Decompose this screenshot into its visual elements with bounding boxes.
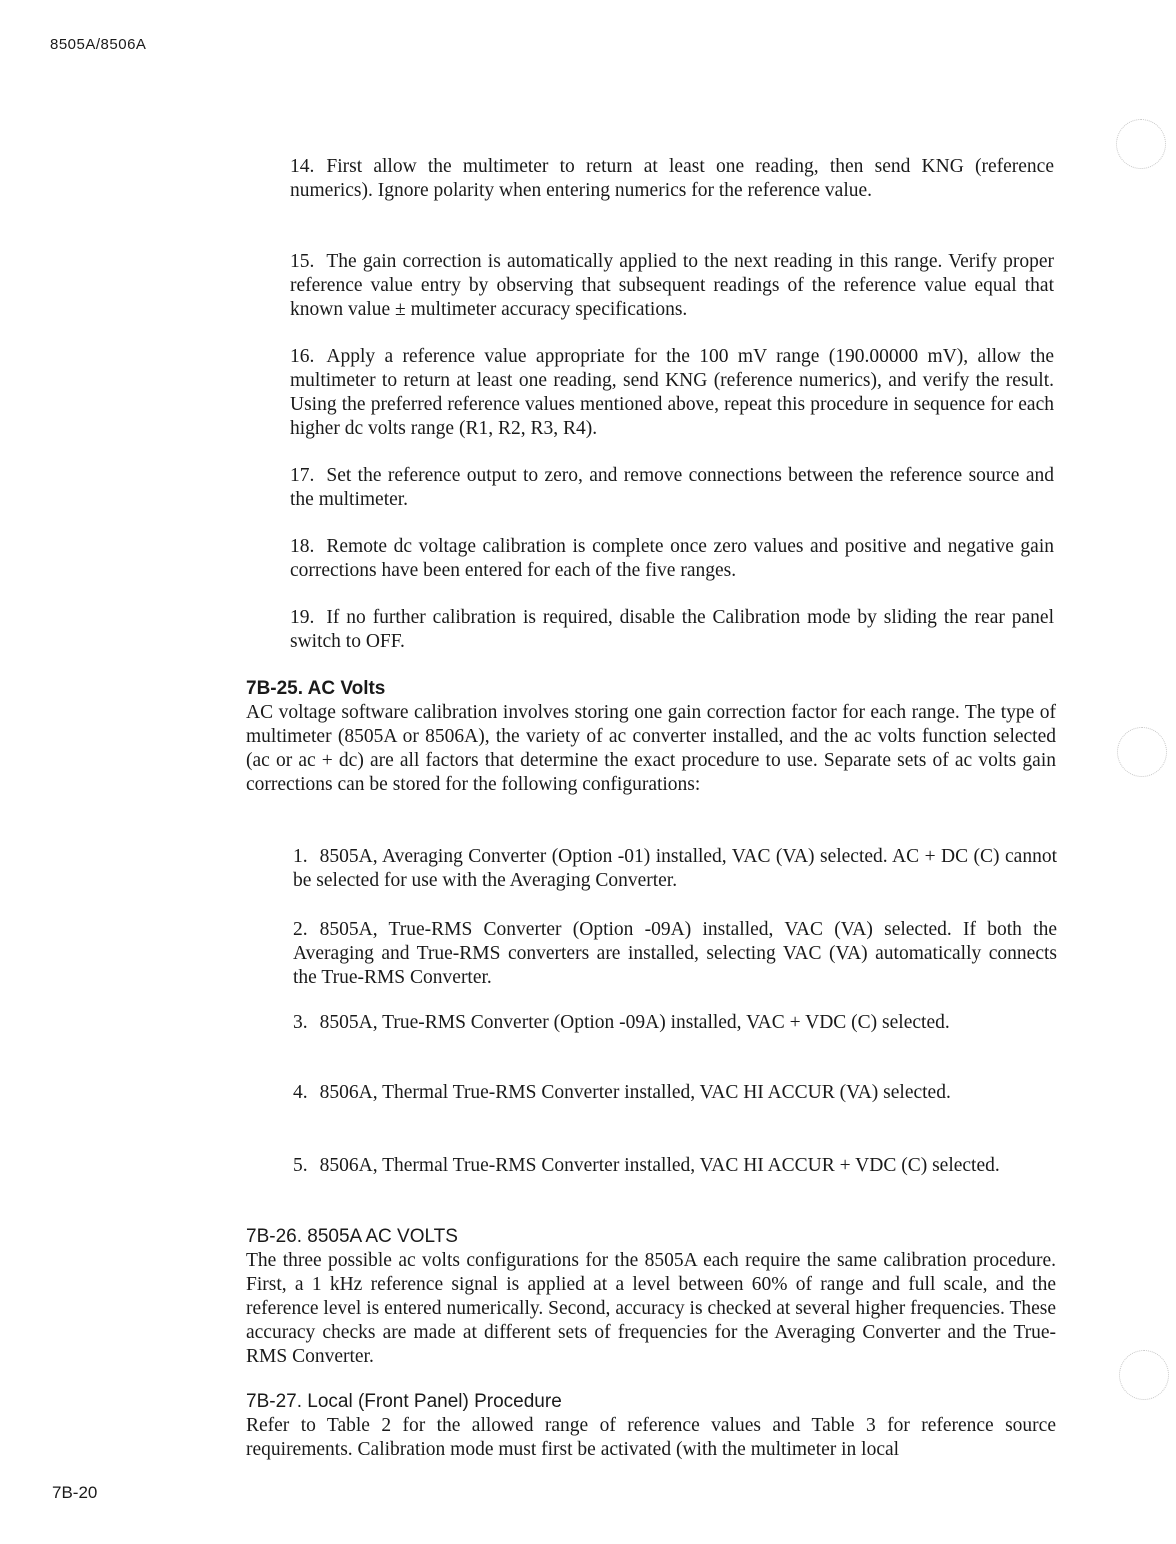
step-number: 14. <box>290 156 315 177</box>
configuration-number: 3. <box>293 1012 308 1033</box>
step-16 <box>290 345 1054 441</box>
step-18 <box>290 535 1054 583</box>
configuration-text: 8505A, True-RMS Converter (Option -09A) installed, VAC (VA) selected. If both the Averaging and True-RMS converters are installed, selecting VAC (VA) automatically connects the True-RMS Converter. <box>293 919 1057 988</box>
configuration-text: 8505A, True-RMS Converter (Option -09A) installed, VAC + VDC (C) selected. <box>319 1012 950 1033</box>
step-17 <box>290 464 1054 512</box>
step-14 <box>290 155 1054 203</box>
configuration-text: 8506A, Thermal True-RMS Converter installed, VAC HI ACCUR (VA) selected. <box>319 1082 951 1103</box>
step-number: 19. <box>290 607 315 628</box>
binder-hole-bottom <box>1119 1350 1169 1400</box>
step-text: First allow the multimeter to return at least one reading, then send KNG (reference numerics). Ignore polarity when entering numerics for the reference value. <box>290 156 1054 201</box>
document-model-header: 8505A/8506A <box>50 36 147 53</box>
configuration-number: 2. <box>293 919 308 940</box>
step-19 <box>290 606 1054 654</box>
step-15 <box>290 250 1054 322</box>
configuration-text: 8506A, Thermal True-RMS Converter installed, VAC HI ACCUR + VDC (C) selected. <box>319 1155 1000 1176</box>
step-number: 16. <box>290 346 315 367</box>
configuration-text: 8505A, Averaging Converter (Option -01) installed, VAC (VA) selected. AC + DC (C) cannot be selected for use with the Averaging Converter. <box>293 846 1057 891</box>
step-text: If no further calibration is required, disable the Calibration mode by sliding the rear panel switch to OFF. <box>290 607 1054 652</box>
configuration-item-4 <box>293 1081 1057 1105</box>
configuration-item-5 <box>293 1154 1057 1178</box>
step-number: 15. <box>290 251 315 272</box>
binder-hole-top <box>1116 119 1166 169</box>
configuration-number: 4. <box>293 1082 308 1103</box>
configuration-number: 1. <box>293 846 308 867</box>
configuration-item-3 <box>293 1011 1057 1035</box>
page-number: 7B-20 <box>52 1483 98 1502</box>
step-text: Set the reference output to zero, and remove connections between the reference source and the multimeter. <box>290 465 1054 510</box>
section-heading-ac-volts: 7B-25. AC Volts <box>246 678 386 699</box>
section-body-8505a-ac-volts: The three possible ac volts configurations for the 8505A each require the same calibration procedure. First, a 1 kHz reference signal is applied at a level between 60% of range and full scale, and the reference level is entered numerically. Second, accuracy is checked at several higher frequencies. These accuracy checks are made at different sets of frequencies for the Averaging Converter and the True-RMS Converter. <box>246 1250 1056 1367</box>
configuration-number: 5. <box>293 1155 308 1176</box>
step-text: Remote dc voltage calibration is complete once zero values and positive and negative gain corrections have been entered for each of the five ranges. <box>290 536 1054 581</box>
step-number: 18. <box>290 536 315 557</box>
section-heading-8505a-ac-volts: 7B-26. 8505A AC VOLTS <box>246 1226 458 1247</box>
section-heading-local-procedure: 7B-27. Local (Front Panel) Procedure <box>246 1391 562 1412</box>
section-body-ac-volts: AC voltage software calibration involves storing one gain correction factor for each range. The type of multimeter (8505A or 8506A), the variety of ac converter installed, and the ac volts function selected (ac or ac + dc) are all factors that determine the exact procedure to use. Separate sets of ac volts gain corrections can be stored for the following configurations: <box>246 702 1056 795</box>
section-body-local-procedure: Refer to Table 2 for the allowed range of reference values and Table 3 for reference source requirements. Calibration mode must first be activated (with the multimeter in local <box>246 1415 1056 1460</box>
step-number: 17. <box>290 465 315 486</box>
configuration-item-1 <box>293 845 1057 893</box>
step-text: Apply a reference value appropriate for the 100 mV range (190.00000 mV), allow the multimeter to return at least one reading, send KNG (reference numerics), and verify the result. Using the preferred reference values mentioned above, repeat this procedure in sequence for each higher dc volts range (R1, R2, R3, R4). <box>290 346 1054 439</box>
step-text: The gain correction is automatically applied to the next reading in this range. Verify proper reference value entry by observing that subsequent readings of the reference value equal that known value ± multimeter accuracy specifications. <box>290 251 1054 320</box>
binder-hole-middle <box>1117 727 1167 777</box>
configuration-item-2 <box>293 918 1057 990</box>
